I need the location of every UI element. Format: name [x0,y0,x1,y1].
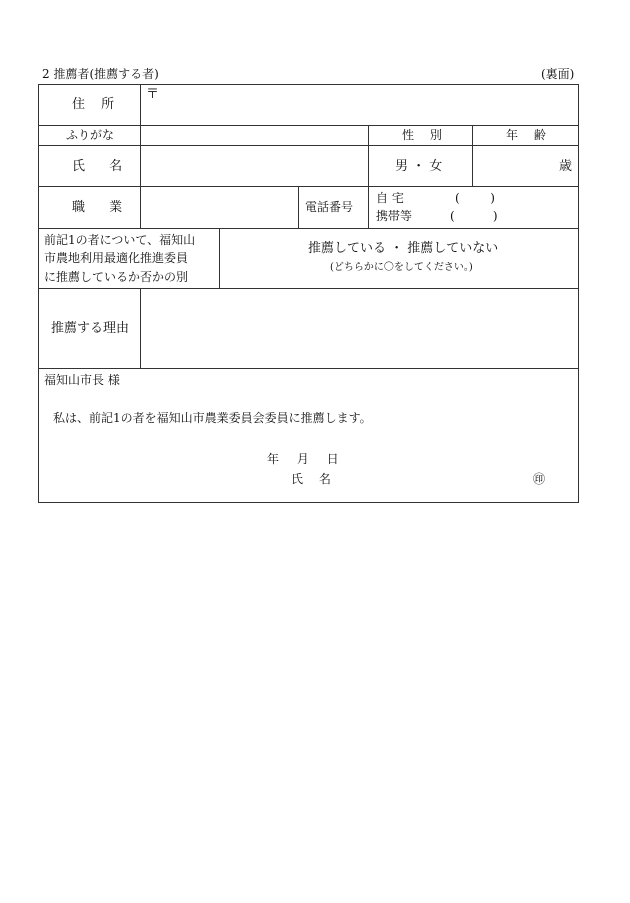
address-field[interactable] [160,86,576,124]
name-field[interactable] [142,147,366,185]
name-label: 氏 名 [72,159,133,174]
phone-home-label: 自 宅 [376,191,404,205]
age-unit: 歳 [559,159,573,174]
signer-field[interactable] [335,468,525,490]
gender-label: 性 別 [402,128,448,142]
question-line-1: 前記1の者について、福知山 [44,233,196,247]
signer-label: 氏 名 [291,472,337,486]
postal-mark: 〒 [146,87,160,102]
addressee: 福知山市長 様 [44,373,120,387]
answer-options[interactable]: 推薦している ・ 推薦していない [308,241,499,256]
address-label: 住 所 [72,97,121,112]
reason-field[interactable] [142,290,576,367]
phone-home-field[interactable]: ( ) [455,191,495,205]
question-line-3: に推薦しているか否かの別 [44,270,189,284]
furigana-field[interactable] [142,127,366,144]
occupation-field[interactable] [142,188,296,227]
phone-mobile-label: 携帯等 [376,209,413,223]
statement-body: 私は、前記1の者を福知山市農業委員会委員に推薦します。 [53,411,372,425]
seal-mark: ㊞ [533,472,546,486]
page-side-label: (裏面) [541,67,575,81]
age-field[interactable] [474,147,554,185]
statement-date: 年 月 日 [267,452,339,466]
reason-label: 推薦する理由 [51,321,130,336]
age-label: 年 齢 [506,128,552,142]
phone-mobile-field[interactable]: ( ) [450,209,498,223]
phone-label: 電話番号 [305,200,354,214]
furigana-label: ふりがな [66,128,115,142]
occupation-label: 職 業 [72,200,133,215]
question-line-2: 市農地利用最適化推進委員 [44,251,189,265]
answer-note: (どちらかに〇をしてください。) [330,262,473,273]
gender-options[interactable]: 男 ・ 女 [395,159,443,174]
section-title: 2 推薦者(推薦する者) [42,67,159,81]
